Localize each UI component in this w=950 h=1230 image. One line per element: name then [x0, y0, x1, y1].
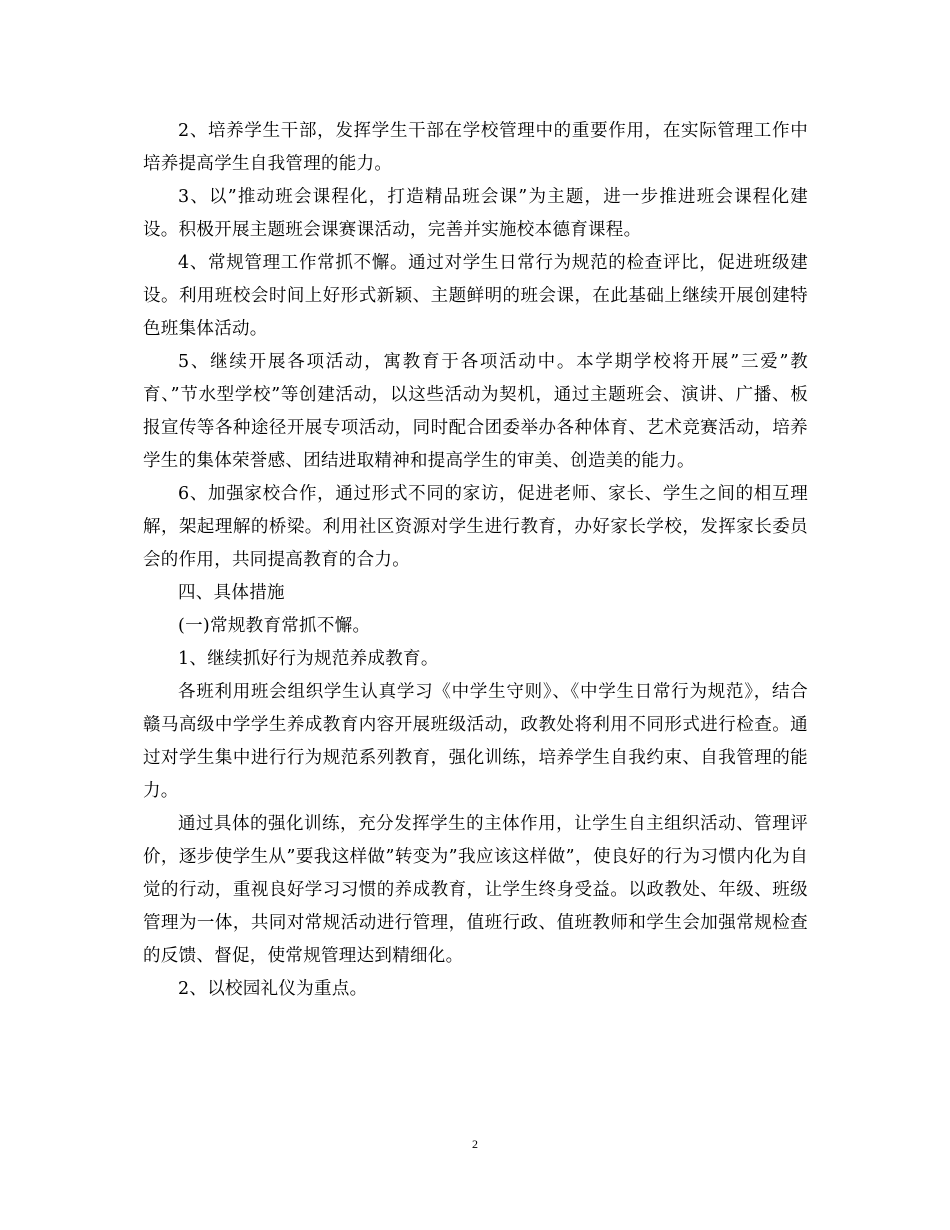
paragraph-goal-3: 3、以”推动班会课程化，打造精品班会课”为主题，进一步推进班会课程化建设。积极开展主题班会课赛课活动，完善并实施校本德育课程。 — [143, 187, 808, 240]
item-heading-etiquette: 2、以校园礼仪为重点。 — [178, 979, 368, 999]
page-number: 2 — [472, 1137, 478, 1151]
paragraph-goal-4: 4、常规管理工作常抓不懈。通过对学生日常行为规范的检查评比，促进班级建设。利用班校会时间上好形式新颖、主题鲜明的班会课，在此基础上继续开展创建特色班集体活动。 — [143, 253, 808, 339]
document-body — [143, 115, 808, 1006]
section-heading-measures: 四、具体措施 — [178, 583, 285, 603]
item-heading-behavior: 1、继续抓好行为规范养成教育。 — [178, 649, 439, 669]
subsection-heading-routine: (一)常规教育常抓不懈。 — [178, 616, 371, 636]
paragraph-goal-6: 6、加强家校合作，通过形式不同的家访，促进老师、家长、学生之间的相互理解，架起理解的桥梁。利用社区资源对学生进行教育，办好家长学校，发挥家长委员会的作用，共同提高教育的合力。 — [143, 484, 808, 570]
paragraph-goal-5: 5、继续开展各项活动，寓教育于各项活动中。本学期学校将开展”三爱”教育、”节水型学校”等创建活动，以这些活动为契机，通过主题班会、演讲、广播、板报宣传等各种途径开展专项活动，同时配合团委举办各种体育、艺术竞赛活动，培养学生的集体荣誉感、团结进取精神和提高学生的审美、创造美的能力。 — [143, 352, 808, 471]
paragraph-class-study: 各班利用班会组织学生认真学习《中学生守则》、《中学生日常行为规范》，结合赣马高级中学学生养成教育内容开展班级活动，政教处将利用不同形式进行检查。通过对学生集中进行行为规范系列教育，强化训练，培养学生自我约束、自我管理的能力。 — [143, 682, 808, 801]
paragraph-goal-2: 2、培养学生干部，发挥学生干部在学校管理中的重要作用，在实际管理工作中培养提高学生自我管理的能力。 — [143, 121, 808, 174]
paragraph-training: 通过具体的强化训练，充分发挥学生的主体作用，让学生自主组织活动、管理评价，逐步使学生从”要我这样做”转变为”我应该这样做”，使良好的行为习惯内化为自觉的行动，重视良好学习习惯的养成教育，让学生终身受益。以政教处、年级、班级管理为一体，共同对常规活动进行管理，值班行政、值班教师和学生会加强常规检查的反馈、督促，使常规管理达到精细化。 — [143, 814, 808, 966]
